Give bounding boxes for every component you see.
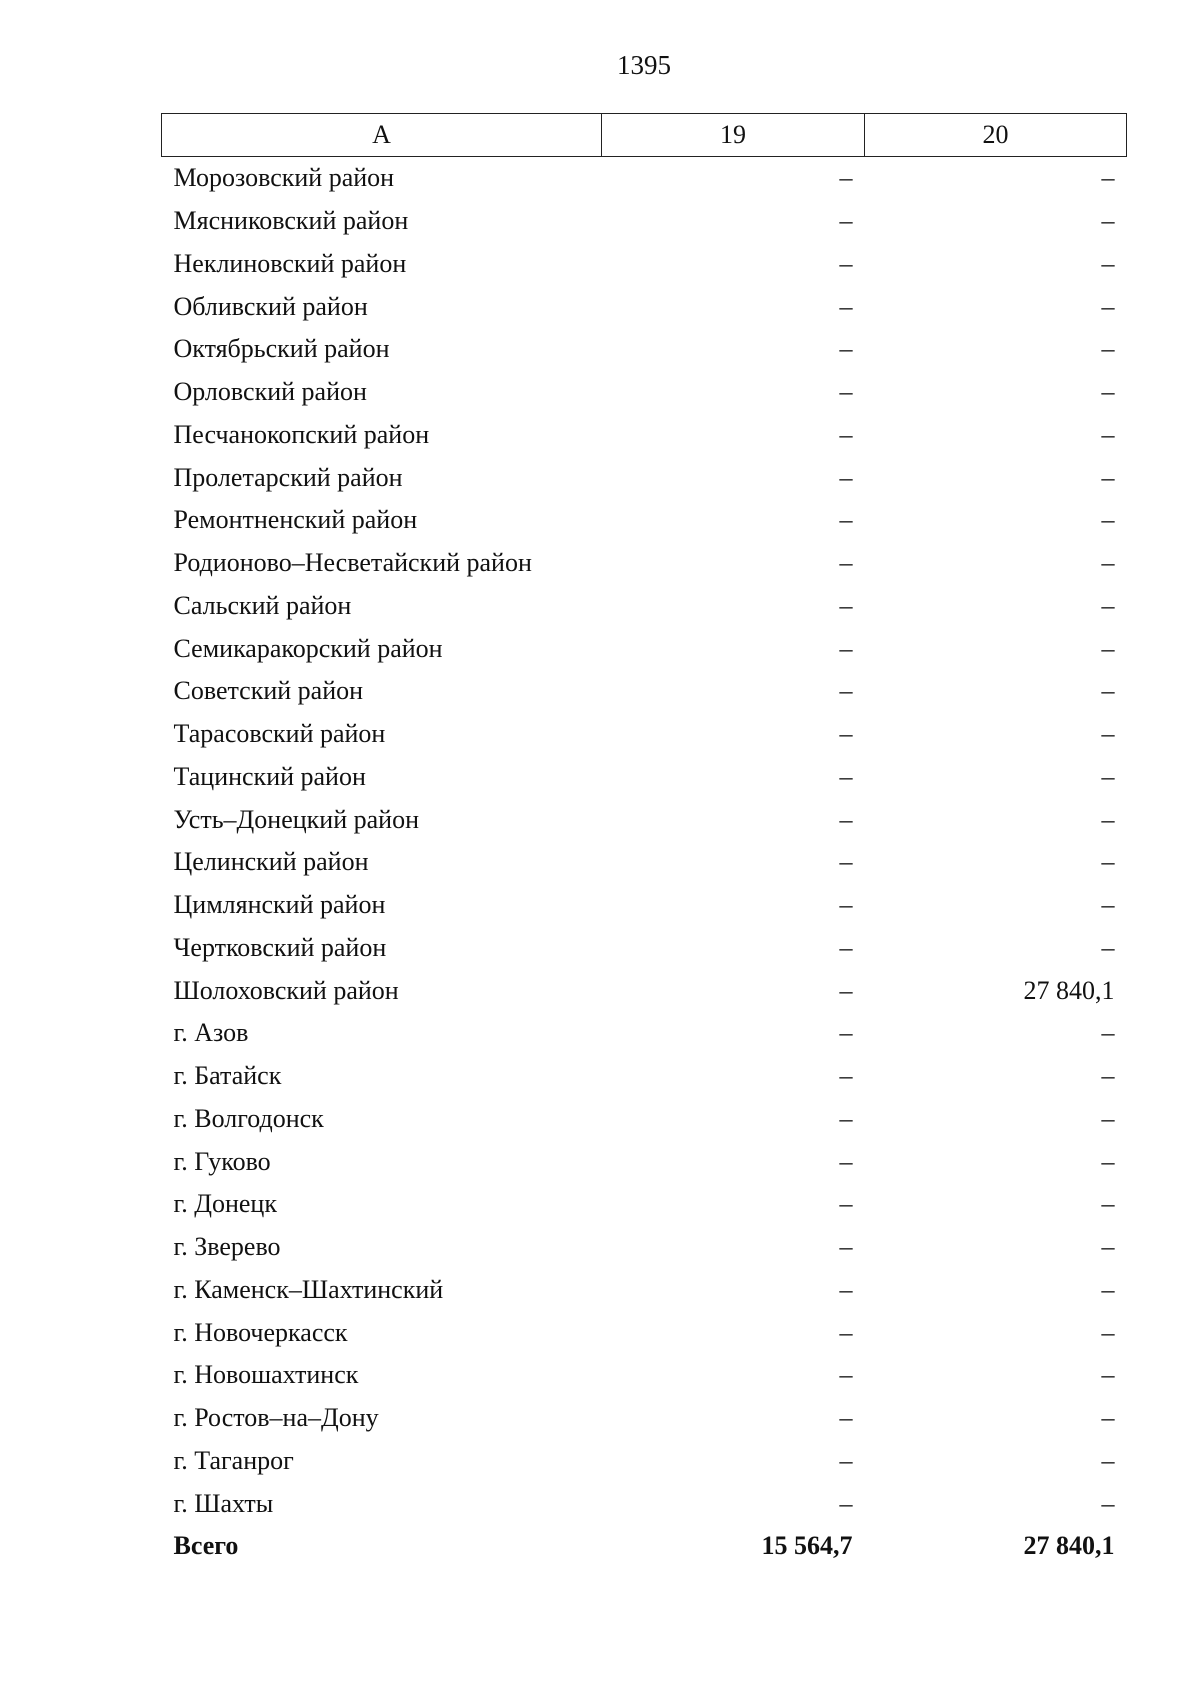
- column-19-value-cell: –: [839, 719, 853, 749]
- header-row: [162, 114, 1127, 157]
- column-20-value-cell: –: [1101, 1403, 1115, 1433]
- column-20-value-cell: –: [1101, 1189, 1115, 1219]
- table-header: [162, 114, 1127, 157]
- column-20-value-cell: 27 840,1: [1023, 975, 1115, 1005]
- column-20-value-cell: –: [1101, 1146, 1115, 1176]
- table-row: [162, 670, 1127, 713]
- table-row: [162, 1140, 1127, 1183]
- territory-name-cell: Октябрьский район: [173, 334, 390, 364]
- column-20-value-cell: –: [1101, 377, 1115, 407]
- column-20-value-cell: –: [1101, 291, 1115, 321]
- header-cell-20: 20: [865, 114, 1127, 157]
- table-row: [162, 627, 1127, 670]
- table-row: [162, 285, 1127, 328]
- territory-name-cell: Усть–Донецкий район: [173, 804, 419, 834]
- column-19-value-cell: –: [839, 419, 853, 449]
- table-row: [162, 414, 1127, 457]
- territory-name-cell: Всего: [173, 1531, 239, 1561]
- territory-name-cell: г. Таганрог: [173, 1445, 294, 1475]
- territory-name-cell: Цимлянский район: [173, 890, 386, 920]
- column-19-value-cell: –: [839, 1018, 853, 1048]
- column-19-value-cell: –: [839, 633, 853, 663]
- column-19-value-cell: –: [839, 590, 853, 620]
- table-row: [162, 200, 1127, 243]
- column-20-value-cell: –: [1101, 163, 1115, 193]
- territory-name-cell: г. Шахты: [173, 1488, 274, 1518]
- column-19-value-cell: –: [839, 1403, 853, 1433]
- territory-name-cell: Родионово–Несветайский район: [173, 548, 532, 578]
- territory-name-cell: Советский район: [173, 676, 364, 706]
- territory-name-cell: Ремонтненский район: [173, 505, 418, 535]
- table-row: [162, 756, 1127, 799]
- column-20-value-cell: –: [1101, 932, 1115, 962]
- table-row: [162, 927, 1127, 970]
- territory-name-cell: Чертковский район: [173, 932, 387, 962]
- territory-name-cell: Морозовский район: [173, 163, 395, 193]
- territory-name-cell: г. Батайск: [173, 1061, 282, 1091]
- column-19-value-cell: –: [839, 1189, 853, 1219]
- table-row: [162, 1311, 1127, 1354]
- column-19-value-cell: –: [839, 462, 853, 492]
- column-20-value-cell: –: [1101, 1488, 1115, 1518]
- column-19-value-cell: –: [839, 847, 853, 877]
- table-body: [162, 157, 1127, 1568]
- table-row: [162, 1012, 1127, 1055]
- column-19-value-cell: –: [839, 1103, 853, 1133]
- column-19-value-cell: –: [839, 1274, 853, 1304]
- column-20-value-cell: –: [1101, 206, 1115, 236]
- column-20-value-cell: –: [1101, 334, 1115, 364]
- column-19-value-cell: –: [839, 248, 853, 278]
- table-row: [162, 1055, 1127, 1098]
- column-19-value-cell: –: [839, 932, 853, 962]
- column-20-value-cell: –: [1101, 761, 1115, 791]
- table-row: [162, 1440, 1127, 1483]
- column-20-value-cell: –: [1101, 1018, 1115, 1048]
- table-row: [162, 1183, 1127, 1226]
- territory-name-cell: Пролетарский район: [173, 462, 403, 492]
- column-19-value-cell: –: [839, 1232, 853, 1262]
- territory-name-cell: Сальский район: [173, 590, 352, 620]
- column-19-value-cell: –: [839, 1488, 853, 1518]
- total-row: [162, 1525, 1127, 1568]
- column-19-value-cell: –: [839, 548, 853, 578]
- column-20-value-cell: –: [1101, 1445, 1115, 1475]
- column-19-value-cell: –: [839, 206, 853, 236]
- column-20-value-cell: –: [1101, 1360, 1115, 1390]
- territory-name-cell: Шолоховский район: [173, 975, 399, 1005]
- column-19-value-cell: –: [839, 1146, 853, 1176]
- territory-name-cell: г. Гуково: [173, 1146, 271, 1176]
- header-cell-19: 19: [602, 114, 865, 157]
- table-row: [162, 884, 1127, 927]
- table-row: [162, 1354, 1127, 1397]
- territory-name-cell: Тарасовский район: [173, 719, 386, 749]
- column-20-value-cell: –: [1101, 719, 1115, 749]
- territory-name-cell: г. Новочеркасск: [173, 1317, 348, 1347]
- column-20-value-cell: –: [1101, 1274, 1115, 1304]
- column-19-value-cell: –: [839, 975, 853, 1005]
- column-20-value-cell: –: [1101, 847, 1115, 877]
- column-19-value-cell: –: [839, 1317, 853, 1347]
- column-20-value-cell: –: [1101, 676, 1115, 706]
- column-19-value-cell: –: [839, 1360, 853, 1390]
- column-20-value-cell: –: [1101, 248, 1115, 278]
- territory-name-cell: Орловский район: [173, 377, 367, 407]
- table-row: [162, 713, 1127, 756]
- column-20-value-cell: –: [1101, 548, 1115, 578]
- column-19-value-cell: –: [839, 291, 853, 321]
- territory-name-cell: г. Донецк: [173, 1189, 277, 1219]
- column-20-value-cell: –: [1101, 890, 1115, 920]
- table-row: [162, 371, 1127, 414]
- column-19-value-cell: –: [839, 334, 853, 364]
- territory-name-cell: Неклиновский район: [173, 248, 407, 278]
- column-20-value-cell: –: [1101, 804, 1115, 834]
- table-row: [162, 1226, 1127, 1269]
- territory-name-cell: Обливский район: [173, 291, 368, 321]
- column-20-value-cell: 27 840,1: [1023, 1531, 1115, 1561]
- column-19-value-cell: –: [839, 890, 853, 920]
- territory-name-cell: Семикаракорский район: [173, 633, 443, 663]
- territory-name-cell: г. Зверево: [173, 1232, 281, 1262]
- column-19-value-cell: –: [839, 505, 853, 535]
- table-row: [162, 542, 1127, 585]
- table-row: [162, 1269, 1127, 1312]
- column-20-value-cell: –: [1101, 1317, 1115, 1347]
- column-19-value-cell: –: [839, 676, 853, 706]
- territory-name-cell: г. Каменск–Шахтинский: [173, 1274, 444, 1304]
- table-row: [162, 585, 1127, 628]
- column-19-value-cell: –: [839, 377, 853, 407]
- column-20-value-cell: –: [1101, 1061, 1115, 1091]
- table-row: [162, 1482, 1127, 1525]
- page-number: 1395: [617, 50, 671, 80]
- column-20-value-cell: –: [1101, 590, 1115, 620]
- column-19-value-cell: –: [839, 1061, 853, 1091]
- territory-name-cell: Целинский район: [173, 847, 369, 877]
- column-20-value-cell: –: [1101, 462, 1115, 492]
- column-19-value-cell: –: [839, 163, 853, 193]
- territory-name-cell: г. Волгодонск: [173, 1103, 324, 1133]
- column-19-value-cell: –: [839, 761, 853, 791]
- table-row: [162, 1098, 1127, 1141]
- data-table: [161, 113, 1127, 1568]
- territory-name-cell: г. Ростов–на–Дону: [173, 1403, 379, 1433]
- column-20-value-cell: –: [1101, 1103, 1115, 1133]
- table-row: [162, 841, 1127, 884]
- column-20-value-cell: –: [1101, 505, 1115, 535]
- table-row: [162, 969, 1127, 1012]
- table-row: [162, 328, 1127, 371]
- column-20-value-cell: –: [1101, 419, 1115, 449]
- column-19-value-cell: –: [839, 804, 853, 834]
- table-row: [162, 1397, 1127, 1440]
- column-20-value-cell: –: [1101, 1232, 1115, 1262]
- column-19-value-cell: 15 564,7: [761, 1531, 853, 1561]
- table-row: [162, 157, 1127, 200]
- column-20-value-cell: –: [1101, 633, 1115, 663]
- header-cell-a: A: [162, 114, 602, 157]
- territory-name-cell: Тацинский район: [173, 761, 366, 791]
- territory-name-cell: г. Новошахтинск: [173, 1360, 359, 1390]
- table-row: [162, 243, 1127, 286]
- table-row: [162, 798, 1127, 841]
- territory-name-cell: Песчанокопский район: [173, 419, 430, 449]
- territory-name-cell: г. Азов: [173, 1018, 249, 1048]
- table-row: [162, 456, 1127, 499]
- territory-name-cell: Мясниковский район: [173, 206, 409, 236]
- column-19-value-cell: –: [839, 1445, 853, 1475]
- table-row: [162, 499, 1127, 542]
